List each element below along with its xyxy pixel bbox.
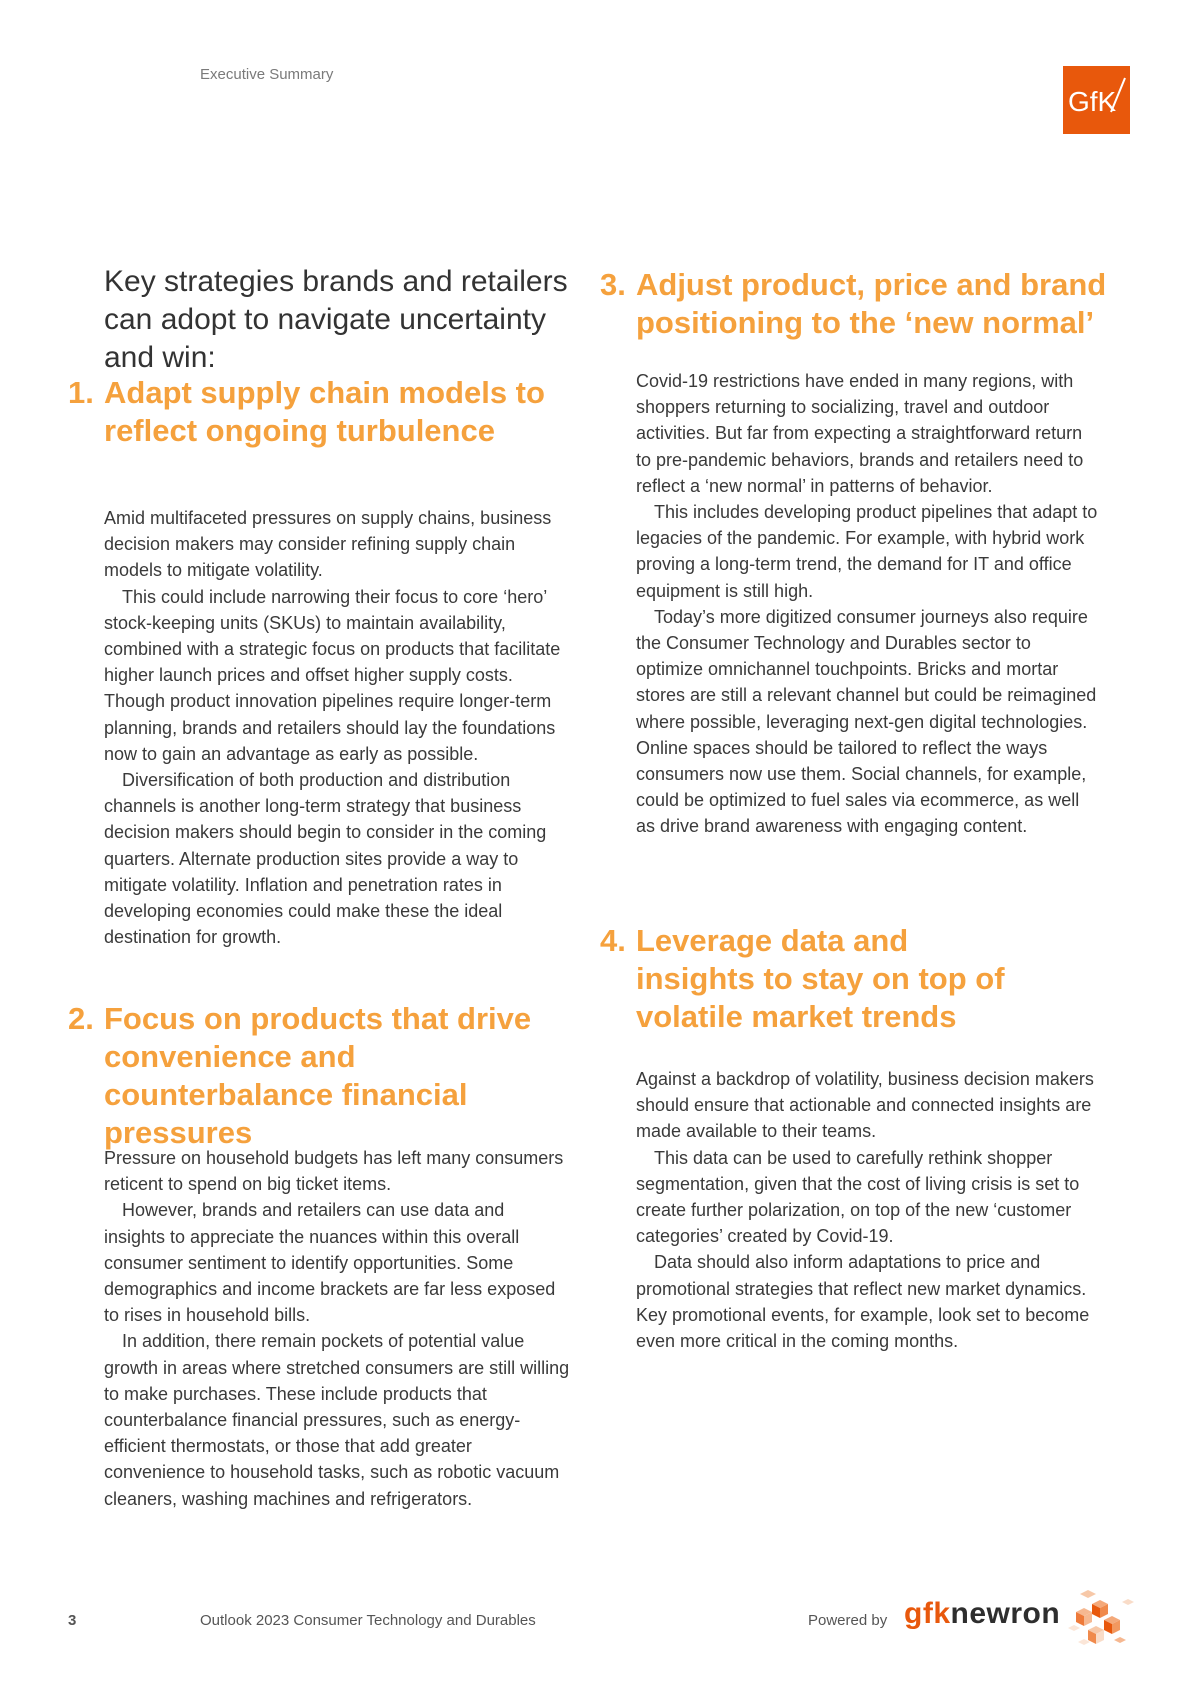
paragraph: Diversification of both production and distribution channels is another long-term strategy that business decision makers should begin to consider in the coming quarters. Alternate production sites provide a way to mitigate volatility. Inflation and penetration rates in developing economies could make these the ideal destination for growth. — [104, 770, 547, 948]
paragraph: Covid-19 restrictions have ended in many regions, with shoppers returning to socializing, travel and outdoor activities. But far from expecting a straightforward return to pre-pandemic behaviors, brands and retailers need to reflect a ‘new normal’ in patterns of behavior. — [636, 371, 1084, 496]
strategy-title: Adapt supply chain models to reflect ongoing turbulence — [104, 375, 545, 448]
paragraph: In addition, there remain pockets of potential value growth in areas where stretched consumers are still willing to make purchases. These include products that counterbalance financial pressures, such as energy-efficient thermostats, or those that add greater convenience to household tasks, such as robotic vacuum cleaners, washing machines and refrigerators. — [104, 1331, 570, 1509]
strategy-4-body — [636, 1066, 1102, 1354]
section-label: Executive Summary — [200, 66, 334, 83]
strategy-number: 3. — [600, 267, 626, 302]
powered-by-label: Powered by — [808, 1612, 888, 1629]
paragraph: However, brands and retailers can use data and insights to appreciate the nuances within this overall consumer sentiment to identify opportunities. Some demographics and income brackets are far less exposed to rises in household bills. — [104, 1200, 556, 1326]
paragraph: This includes developing product pipelines that adapt to legacies of the pandemic. For example, with hybrid work proving a long-term trend, the demand for IT and office equipment is still high. — [636, 502, 1098, 601]
paragraph: Pressure on household budgets has left many consumers reticent to spend on big ticket items. — [104, 1148, 564, 1195]
strategy-1-body — [104, 505, 570, 950]
paragraph: Amid multifaceted pressures on supply chains, business decision makers may consider refining supply chain models to mitigate volatility. — [104, 508, 552, 581]
footer-document-title: Outlook 2023 Consumer Technology and Durables — [200, 1612, 536, 1629]
brand-newron: newron — [950, 1597, 1061, 1630]
strategy-title: Adjust product, price and brand positioning to the ‘new normal’ — [636, 267, 1107, 340]
strategy-2-heading — [68, 1000, 578, 1152]
strategy-2-body — [104, 1145, 570, 1512]
page-number: 3 — [68, 1612, 77, 1629]
strategy-4-heading — [600, 922, 1020, 1036]
paragraph: Today’s more digitized consumer journeys also require the Consumer Technology and Durables sector to optimize omnichannel touchpoints. Bricks and mortar stores are still a relevant channel but could be reimagined where possible, leveraging next-gen digital technologies. Online spaces should be tailored to reflect the ways consumers now use them. Social channels, for example, could be optimized to fuel sales via ecommerce, as well as drive brand awareness with engaging content. — [636, 606, 1097, 837]
strategy-number: 2. — [68, 1001, 94, 1036]
paragraph: Data should also inform adaptations to price and promotional strategies that reflect new market dynamics. Key promotional events, for example, look set to become even more critical in the coming months. — [636, 1252, 1090, 1352]
gfk-logo — [1063, 66, 1130, 134]
strategy-1-heading — [68, 374, 548, 450]
paragraph: This could include narrowing their focus to core ‘hero’ stock-keeping units (SKUs) to maintain availability, combined with a strategic focus on products that facilitate higher launch prices and offset higher supply costs. Though product innovation pipelines require longer-term planning, brands and retailers should lay the foundations now to gain an advantage as early as possible. — [104, 586, 561, 764]
intro-heading: Key strategies brands and retailers can adopt to navigate uncertainty and win: — [104, 265, 568, 374]
logo-text: GfK — [1068, 86, 1117, 117]
strategy-title: Leverage data and insights to stay on top of volatile market trends — [636, 923, 1005, 1034]
paragraph: This data can be used to carefully rethink shopper segmentation, given that the cost of living crisis is set to create further polarization, on top of the new ‘customer categories’ created by Covid-19. — [636, 1147, 1080, 1247]
paragraph: Against a backdrop of volatility, business decision makers should ensure that actionable and connected insights are made available to their teams. — [636, 1069, 1094, 1142]
cube-cluster-icon — [1062, 1586, 1134, 1652]
strategy-number: 1. — [68, 375, 94, 410]
strategy-3-heading — [600, 266, 1120, 342]
strategy-number: 4. — [600, 923, 626, 958]
brand-gfk: gfk — [904, 1597, 951, 1630]
strategy-3-body — [636, 368, 1102, 840]
gfknewron-logo — [904, 1597, 1060, 1631]
strategy-title: Focus on products that drive convenience and counterbalance financial pressures — [104, 1001, 532, 1150]
